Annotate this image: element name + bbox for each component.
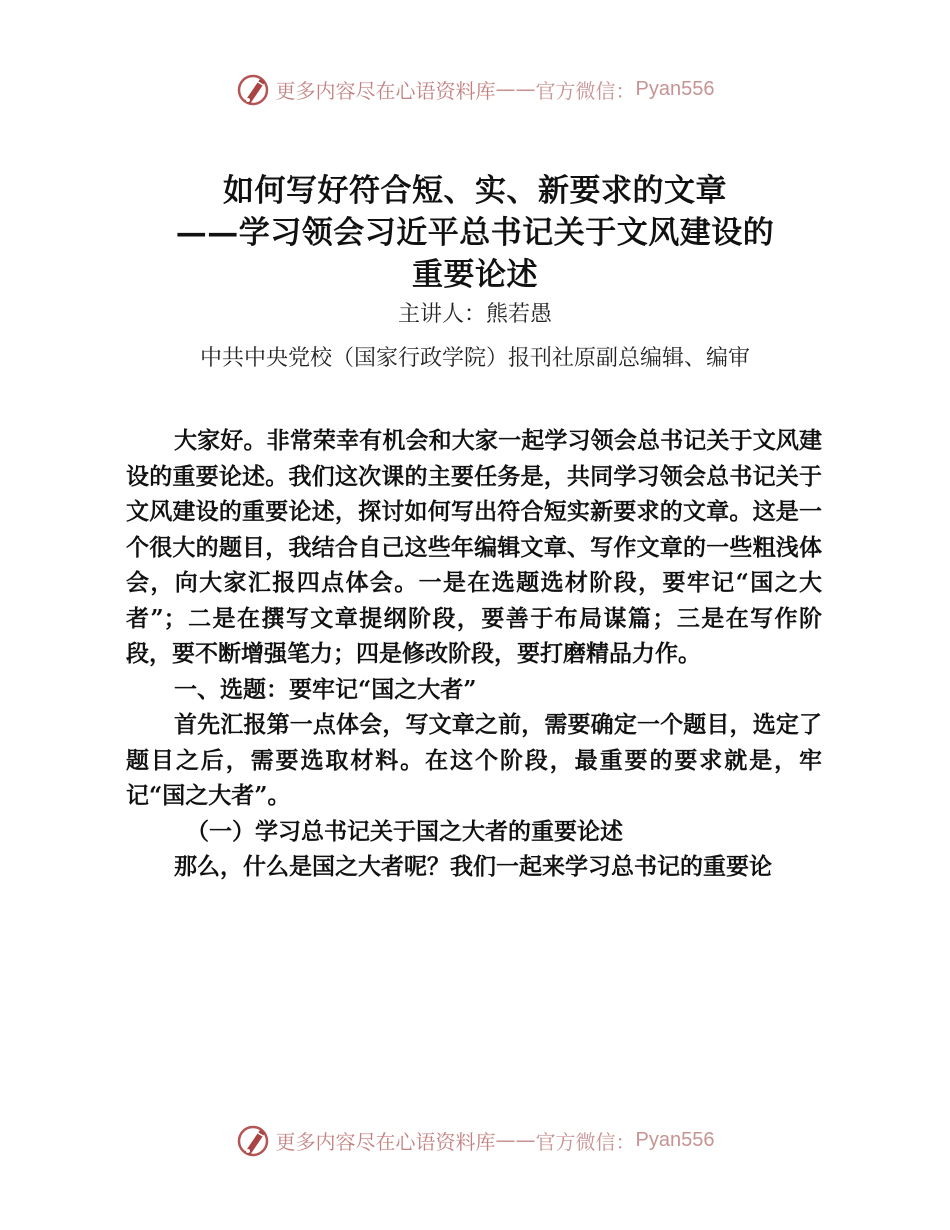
footer-watermark — [0, 1118, 950, 1162]
watermark-wechat-id: Pyan556 — [635, 77, 715, 100]
watermark-wechat-label: 官方微信： — [535, 1129, 636, 1154]
paragraph-section-1: 首先汇报第一点体会，写文章之前，需要确定一个题目，选定了题目之后，需要选取材料。在这个阶段，最重要的要求就是，牢记“国之大者”。 — [126, 711, 822, 809]
pen-nib-logo-icon — [236, 71, 272, 107]
document-title-line-2: ——学习领会习近平总书记关于文风建设的 — [175, 215, 775, 251]
document-title-line-3: 重要论述 — [412, 257, 538, 293]
watermark-text: 更多内容尽在心语资料库 — [275, 1129, 496, 1154]
header-watermark — [0, 67, 950, 111]
watermark-wechat-id: Pyan556 — [635, 1128, 715, 1151]
watermark-dash: —— — [495, 1128, 536, 1152]
pen-nib-logo-icon — [236, 1122, 272, 1158]
paragraph-subsection-1: 那么，什么是国之大者呢？我们一起来学习总书记的重要论 — [174, 853, 772, 880]
section-heading-1: 一、选题：要牢记“国之大者” — [174, 675, 477, 703]
title-block — [0, 170, 950, 376]
document-title-line-1: 如何写好符合短、实、新要求的文章 — [223, 173, 727, 209]
document-body — [126, 423, 822, 885]
speaker: 主讲人：熊若愚 — [397, 302, 552, 327]
subsection-heading-1: （一）学习总书记关于国之大者的重要论述 — [186, 817, 623, 845]
paragraph-intro: 大家好。非常荣幸有机会和大家一起学习领会总书记关于文风建设的重要论述。我们这次课的主要任务是，共同学习领会总书记关于文风建设的重要论述，探讨如何写出符合短实新要求的文章。这是一个很大的题目，我结合自己这些年编辑文章、写作文章的一些粗浅体会，向大家汇报四点体会。一是在选题选材阶段，要牢记“国之大者”；二是在撰写文章提纲阶段，要善于布局谋篇；三是在写作阶段，要不断增强笔力；四是修改阶段，要打磨精品力作。 — [126, 427, 822, 667]
watermark-text: 更多内容尽在心语资料库 — [275, 78, 496, 103]
watermark-wechat-label: 官方微信： — [535, 78, 636, 103]
affiliation: 中共中央党校（国家行政学院）报刊社原副总编辑、编审 — [199, 346, 750, 371]
watermark-dash: —— — [495, 77, 536, 101]
